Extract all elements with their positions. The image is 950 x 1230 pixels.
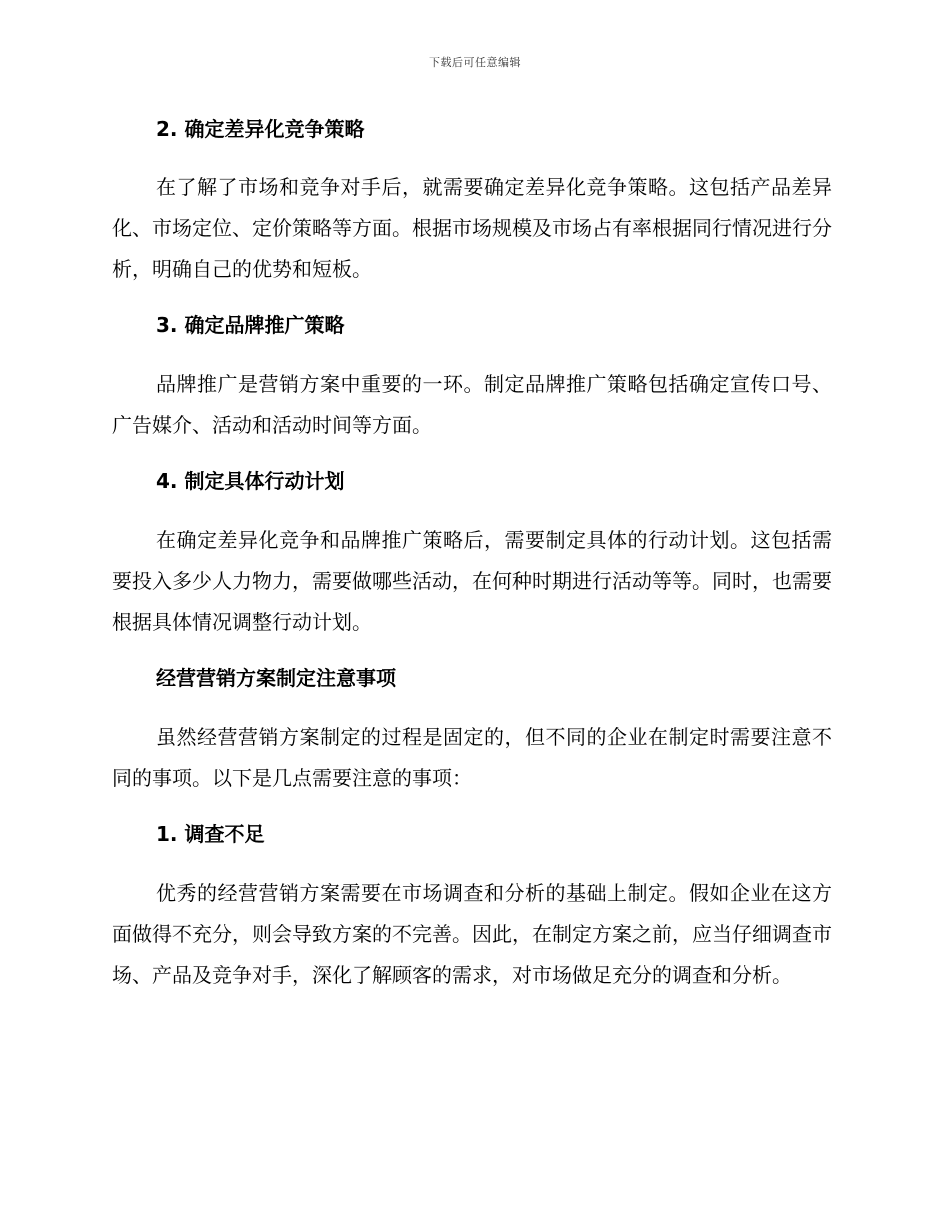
section-heading-insufficient-research: 1. 调查不足 (156, 822, 265, 846)
section-heading-precautions: 经营营销方案制定注意事项 (156, 666, 396, 690)
section-paragraph-precautions: 虽然经营营销方案制定的过程是固定的，但不同的企业在制定时需要注意不同的事项。以下是几点需要注意的事项： (112, 725, 832, 790)
document-body (112, 112, 832, 996)
section-heading-brand-promotion: 3. 确定品牌推广策略 (156, 313, 345, 337)
section-paragraph-differentiation: 在了解了市场和竞争对手后，就需要确定差异化竞争策略。这包括产品差异化、市场定位、定价策略等方面。根据市场规模及市场占有率根据同行情况进行分析，明确自己的优势和短板。 (112, 175, 832, 281)
section-paragraph-brand-promotion: 品牌推广是营销方案中重要的一环。制定品牌推广策略包括确定宣传口号、广告媒介、活动和活动时间等方面。 (112, 372, 832, 437)
section-paragraph-insufficient-research: 优秀的经营营销方案需要在市场调查和分析的基础上制定。假如企业在这方面做得不充分，则会导致方案的不完善。因此，在制定方案之前，应当仔细调查市场、产品及竞争对手，深化了解顾客的需求，对市场做足充分的调查和分析。 (112, 881, 832, 987)
section-paragraph-action-plan: 在确定差异化竞争和品牌推广策略后，需要制定具体的行动计划。这包括需要投入多少人力物力，需要做哪些活动，在何种时期进行活动等等。同时，也需要根据具体情况调整行动计划。 (112, 528, 832, 634)
section-heading-differentiation: 2. 确定差异化竞争策略 (156, 117, 365, 141)
section-heading-action-plan: 4. 制定具体行动计划 (156, 469, 345, 493)
page-header-note: 下载后可任意编辑 (429, 56, 521, 69)
